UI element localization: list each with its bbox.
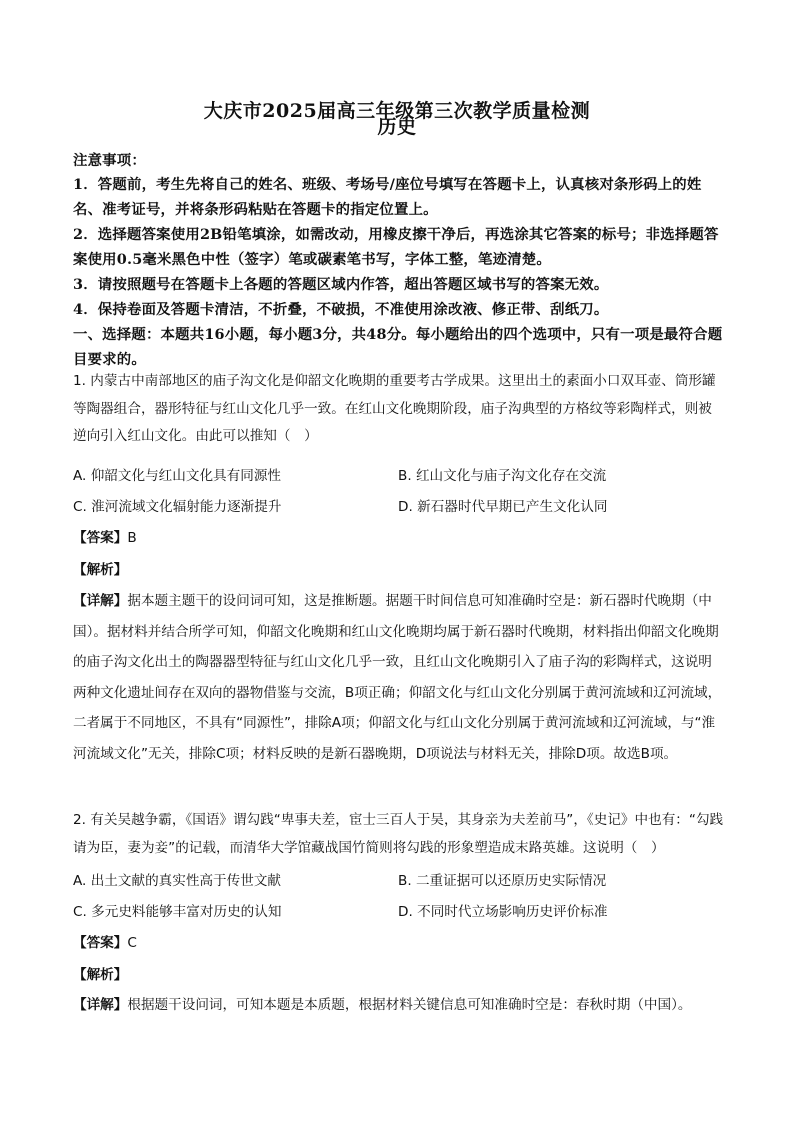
answer-label: 【答案】 [73, 530, 128, 546]
question-1-analysis-label: 【解析】 [73, 562, 128, 578]
detail-label: 【详解】 [73, 593, 128, 609]
notice-item-3: 3．请按照题号在答题卡上各题的答题区域内作答，超出答题区域书写的答案无效。 [73, 276, 609, 293]
detail-text: 根据题干设问词，可知本题是本质题，根据材料关键信息可知准确时空是：春秋时期（中国）。 [127, 997, 692, 1013]
section-heading: 一、选择题：本题共16小题，每小题3分，共48分。每小题给出的四个选项中，只有一项是最符合题目要求的。 [73, 326, 723, 368]
question-2-option-d: D. 不同时代立场影响历史评价标准 [398, 904, 608, 920]
notice-item-4: 4．保持卷面及答题卡清洁，不折叠，不破损，不准使用涂改液、修正带、刮纸刀。 [73, 301, 609, 318]
question-2-detail [73, 990, 725, 1021]
question-1-option-d: D. 新石器时代早期已产生文化认同 [398, 499, 608, 515]
detail-text: 据本题主题干的设问词可知，这是推断题。据题干时间信息可知准确时空是：新石器时代晚期（中国）。据材料并结合所学可知，仰韶文化晚期和红山文化晚期均属于新石器时代晚期，材料指出仰韶文化晚期的庙子沟文化出土的陶器器型特征与红山文化几乎一致，且红山文化晚期引入了庙子沟的彩陶样式，这说明两种文化遗址间存在双向的器物借鉴与交流，B项正确；仰韶文化与红山文化分别属于黄河流域和辽河流域，二者属于不同地区，不具有“同源性”，排除A项；仰韶文化与红山文化分别属于黄河流域和辽河流域，与“淮河流域文化”无关，排除C项；材料反映的是新石器晚期，D项说法与材料无关，排除D项。故选B项。 [73, 593, 722, 762]
question-1-detail [73, 586, 725, 769]
question-1-answer [73, 528, 137, 548]
question-1-option-c: C. 淮河流域文化辐射能力逐渐提升 [73, 499, 282, 515]
question-2-analysis-label: 【解析】 [73, 967, 128, 983]
subject-title: 历史 [377, 116, 417, 138]
answer-label: 【答案】 [73, 935, 128, 951]
notice-heading: 注意事项： [73, 152, 146, 169]
notice-item-1: 1．答题前，考生先将自己的姓名、班级、考场号/座位号填写在答题卡上，认真核对条形码上的姓名、准考证号，并将条形码粘贴在答题卡的指定位置上。 [73, 176, 702, 218]
question-2-stem: 2. 有关吴越争霸，《国语》谓勾践“卑事夫差，宦士三百人于吴，其身亲为夫差前马”，《史记》中也有：“勾践请为臣，妻为妾”的记载，而清华大学馆藏战国竹简则将勾践的形象塑造成末路英雄。这说明（ ） [73, 812, 724, 856]
question-1-option-a: A. 仰韶文化与红山文化具有同源性 [73, 468, 282, 484]
detail-label: 【详解】 [73, 997, 128, 1013]
answer-value: B [127, 530, 137, 546]
question-2-option-a: A. 出土文献的真实性高于传世文献 [73, 873, 282, 889]
question-2-answer [73, 933, 137, 953]
question-1-option-b: B. 红山文化与庙子沟文化存在交流 [398, 468, 607, 484]
question-2-option-c: C. 多元史料能够丰富对历史的认知 [73, 904, 282, 920]
exam-title: 大庆市2025届高三年级第三次教学质量检测 [203, 100, 591, 122]
answer-value: C [127, 935, 137, 951]
notice-item-2: 2．选择题答案使用2B铅笔填涂，如需改动，用橡皮擦干净后，再选涂其它答案的标号；非选择题答案使用0.5毫米黑色中性（签字）笔或碳素笔书写，字体工整，笔迹清楚。 [73, 226, 719, 268]
question-2-option-b: B. 二重证据可以还原历史实际情况 [398, 873, 607, 889]
question-1-stem: 1. 内蒙古中南部地区的庙子沟文化是仰韶文化晚期的重要考古学成果。这里出土的素面小口双耳壶、筒形罐等陶器组合，器形特征与红山文化几乎一致。在红山文化晚期阶段，庙子沟典型的方格纹等彩陶样式，则被逆向引入红山文化。由此可以推知（ ） [73, 373, 716, 444]
